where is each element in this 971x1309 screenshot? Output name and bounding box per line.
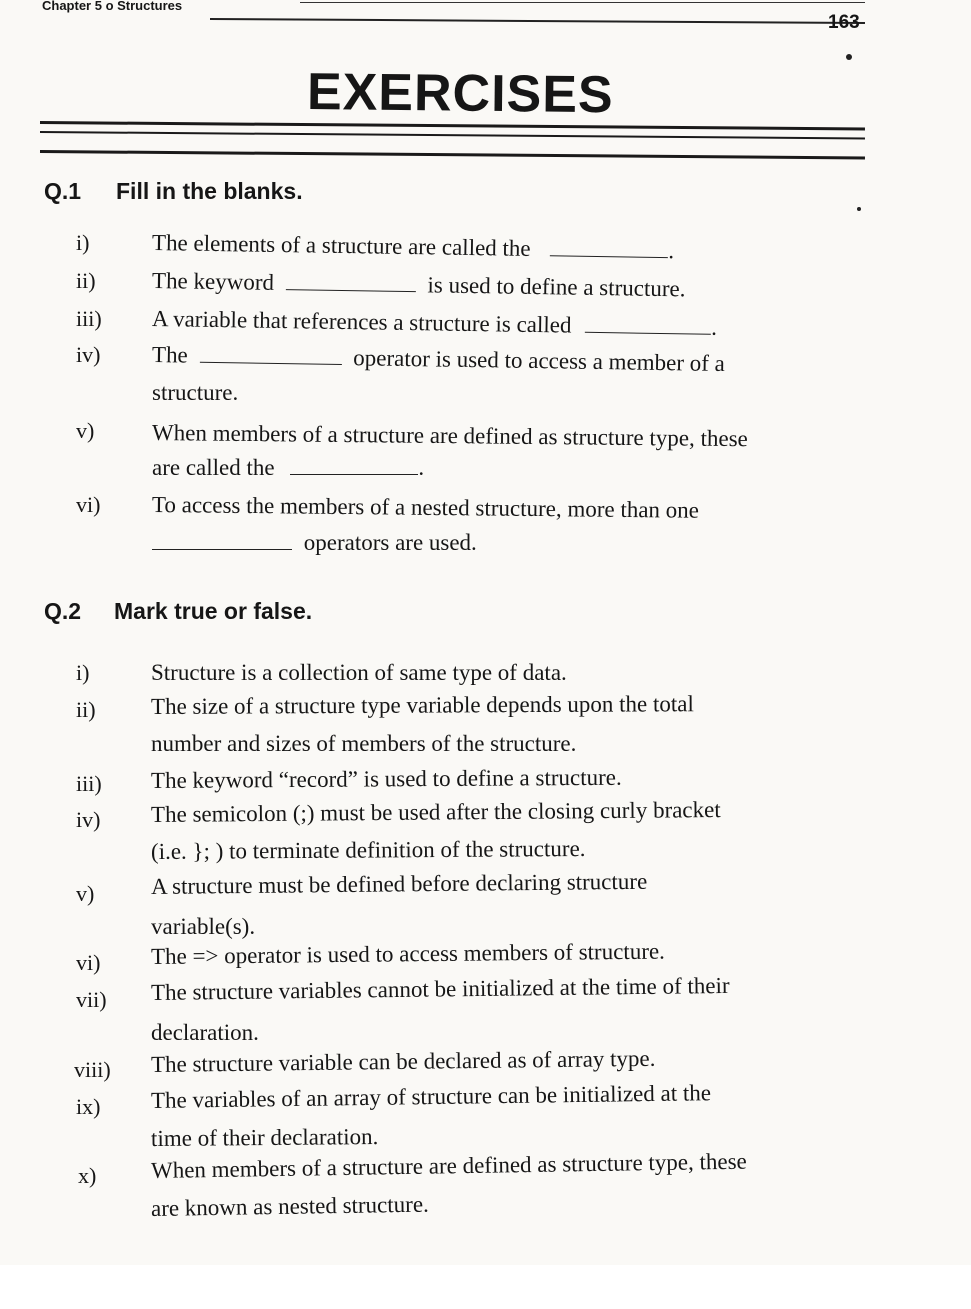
q1-title: Fill in the blanks. <box>116 178 303 204</box>
q1-item-text: are called the <box>152 455 275 480</box>
q2-item-number: i) <box>76 660 90 685</box>
q2-item-line: The semicolon (;) must be used after the closing curly bracket <box>150 797 721 827</box>
q1-item-number: ii) <box>76 268 96 293</box>
q1-item-text: operators are used. <box>303 530 477 555</box>
q1-item-text: The keyword <box>151 268 275 295</box>
q2-item-line: The size of a structure type variable depends upon the total <box>150 691 694 719</box>
q1-item-iii <box>152 306 717 341</box>
q1-item-text: is used to define a structure. <box>427 272 686 302</box>
q1-number: Q.1 <box>44 178 82 204</box>
q2-item-number: v) <box>76 881 95 906</box>
q2-item-line: variable(s). <box>151 914 256 939</box>
q1-item-v: When members of a structure are defined as structure type, these <box>151 420 748 452</box>
q2-title: Mark true or false. <box>114 598 313 624</box>
q1-item-number: iii) <box>76 306 102 331</box>
fill-blank <box>290 456 418 475</box>
q1-item-i <box>152 230 675 264</box>
q2-item-line: declaration. <box>151 1020 259 1045</box>
q1-item-ii <box>152 268 686 302</box>
q2-item-number: x) <box>78 1163 97 1188</box>
q1-item-text: operator is used to access a member of a <box>353 345 726 376</box>
fill-blank <box>286 271 416 292</box>
page-title: EXERCISES <box>306 63 614 125</box>
q2-heading <box>44 598 444 628</box>
fill-blank <box>199 344 341 365</box>
fill-blank <box>152 531 292 550</box>
q2-item-number: ix) <box>76 1094 101 1119</box>
q2-item-number: viii) <box>74 1057 111 1082</box>
q2-item-line: A structure must be defined before declaring structure <box>150 868 648 899</box>
chapter-header: Chapter 5 o Structures <box>42 0 183 13</box>
q1-item-vi: To access the members of a nested structure, more than one <box>151 492 700 523</box>
q1-item-text: . <box>418 455 425 480</box>
q2-item-line: The structure variables cannot be initialized at the time of their <box>150 972 730 1005</box>
q2-number: Q.2 <box>44 598 82 624</box>
q1-item-iv <box>152 342 725 377</box>
q1-item-text: . <box>711 314 718 340</box>
q1-item-vi-cont <box>152 530 477 556</box>
q2-item-line: number and sizes of members of the structure. <box>151 731 577 756</box>
q2-item-number: vii) <box>76 987 107 1012</box>
fill-blank <box>585 314 711 335</box>
q2-item-line: The structure variable can be declared as of array type. <box>150 1045 656 1077</box>
q2-item-line: The => operator is used to access members of structure. <box>150 938 665 969</box>
q1-item-number: iv) <box>76 342 101 367</box>
q1-heading <box>44 178 444 208</box>
speck <box>846 54 852 60</box>
q1-item-text: The <box>151 342 188 368</box>
title-rule-middle <box>40 131 865 139</box>
q2-item-line: Structure is a collection of same type of data. <box>151 660 567 685</box>
header-top-line <box>300 2 865 3</box>
q2-item-number: iv) <box>76 807 101 832</box>
q1-item-text: The elements of a structure are called the <box>151 230 531 261</box>
q2-item-number: ii) <box>76 697 96 722</box>
header-rule <box>210 18 865 24</box>
q1-item-text: A variable that references a structure is called <box>151 306 572 338</box>
fill-blank <box>550 237 668 258</box>
q2-item-number: vi) <box>76 950 101 975</box>
q2-item-line: The keyword “record” is used to define a structure. <box>150 764 622 793</box>
q1-item-v-cont <box>152 455 424 481</box>
q1-item-number: v) <box>76 418 95 443</box>
q1-item-number: i) <box>76 230 90 255</box>
page-number: 163 <box>828 12 860 33</box>
speck <box>857 207 861 211</box>
q2-item-line: are known as nested structure. <box>150 1191 429 1221</box>
q1-item-text: . <box>668 238 675 264</box>
q2-item-line: (i.e. }; ) to terminate definition of the structure. <box>150 835 586 864</box>
title-rule-lower <box>40 150 865 159</box>
q2-item-line: time of their declaration. <box>150 1124 379 1151</box>
q1-item-number: vi) <box>76 492 101 517</box>
q2-item-line: The variables of an array of structure can be initialized at the <box>150 1080 712 1113</box>
q2-item-line: When members of a structure are defined as structure type, these <box>150 1148 747 1183</box>
q2-item-number: iii) <box>76 771 102 796</box>
q1-item-iv-cont: structure. <box>152 380 239 405</box>
bottom-margin <box>0 1265 971 1309</box>
